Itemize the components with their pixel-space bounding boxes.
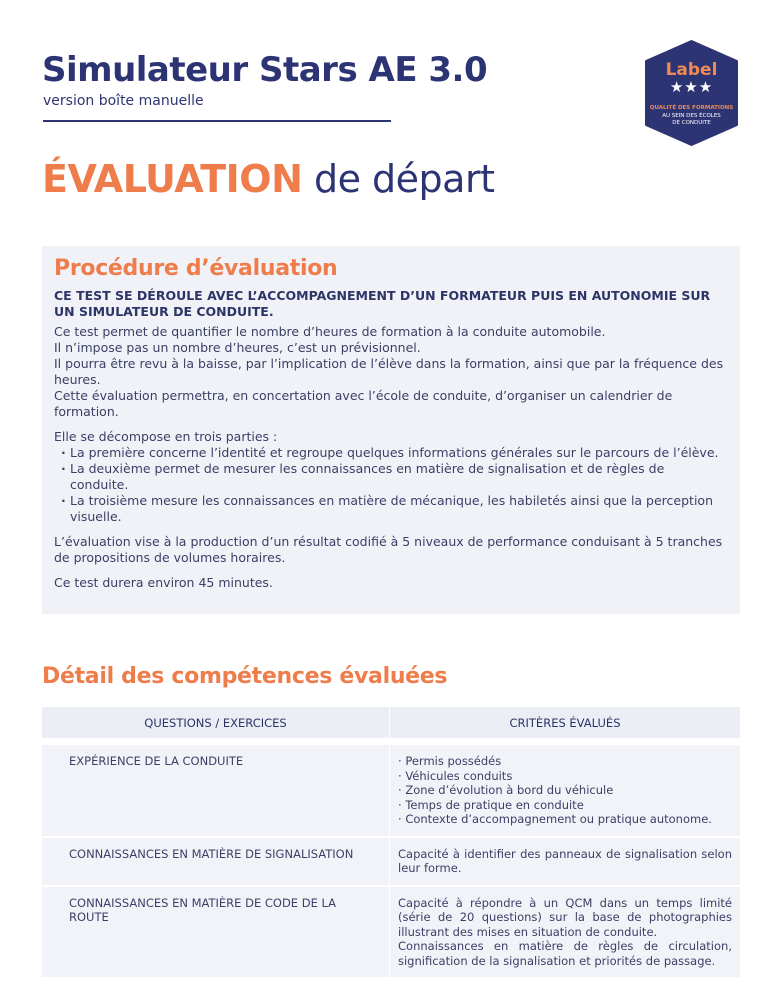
title-divider xyxy=(43,120,391,122)
row-criteria: Capacité à identifier des panneaux de signalisation selon leur forme. xyxy=(398,846,732,875)
evaluation-heading xyxy=(42,155,494,203)
list-item: · Zone d’évolution à bord du véhicule xyxy=(398,783,732,798)
row-criteria-text: Capacité à répondre à un QCM dans un temps limité (série de 20 questions) sur la base de photographies illustrant des mises en situation de conduite. xyxy=(398,895,732,939)
list-item: · La première concerne l’identité et regroupe quelques informations générales sur le parcours de l’élève. xyxy=(54,445,726,461)
table-row xyxy=(42,887,740,980)
row-question: EXPÉRIENCE DE LA CONDUITE xyxy=(42,745,390,836)
page-title: Simulateur Stars AE 3.0 xyxy=(42,50,488,90)
header-criteria: CRITÈRES ÉVALUÉS xyxy=(509,715,621,730)
procedure-paragraph: Il n’impose pas un nombre d’heures, c’est un prévisionnel. xyxy=(54,340,421,355)
row-criteria-text-2: Connaissances en matière de règles de circulation, signification de la signalisation et priorités de passage. xyxy=(398,939,732,968)
procedure-paragraph: Cette évaluation permettra, en concertation avec l’école de conduite, d’organiser un calendrier de formation. xyxy=(54,388,673,419)
badge-title: Label xyxy=(665,60,718,80)
competences-table xyxy=(42,707,740,979)
page-subtitle: version boîte manuelle xyxy=(43,93,204,109)
list-item: · Temps de pratique en conduite xyxy=(398,798,732,813)
row-question: CONNAISSANCES EN MATIÈRE DE SIGNALISATION xyxy=(42,838,390,885)
competences-title: Détail des compétences évaluées xyxy=(42,664,448,689)
procedure-lead: CE TEST SE DÉROULE AVEC L’ACCOMPAGNEMENT D’UN FORMATEUR PUIS EN AUTONOMIE SUR UN SIMULATEUR DE CONDUITE. xyxy=(54,288,711,319)
label-badge xyxy=(643,40,740,146)
list-item: · Véhicules conduits xyxy=(398,769,732,784)
table-header xyxy=(42,707,740,738)
evaluation-heading-rest: de départ xyxy=(302,157,495,201)
list-item: · Contexte d’accompagnement ou pratique autonome. xyxy=(398,812,732,827)
badge-stars-icon: ★★★ xyxy=(669,78,714,96)
procedure-paragraph: Il pourra être revu à la baisse, par l’implication de l’élève dans la formation, ainsi que par la fréquence des heures. xyxy=(54,356,724,387)
procedure-body xyxy=(54,324,726,591)
list-item: · La troisième mesure les connaissances en matière de mécanique, les habiletés ainsi que la perception visuelle. xyxy=(54,493,726,525)
evaluation-heading-accent: ÉVALUATION xyxy=(42,157,303,201)
row-criteria xyxy=(390,887,740,978)
badge-line-2: AU SEIN DES ÉCOLES xyxy=(662,113,721,119)
procedure-parts-list xyxy=(54,445,726,525)
criteria-list xyxy=(398,754,732,827)
list-item: · Permis possédés xyxy=(398,754,732,769)
procedure-parts-intro: Elle se décompose en trois parties : xyxy=(54,429,278,444)
badge-line-3: DE CONDUITE xyxy=(672,120,711,126)
table-row xyxy=(42,838,740,887)
procedure-result: L’évaluation vise à la production d’un résultat codifié à 5 niveaux de performance conduisant à 5 tranches de propositions de volumes horaires. xyxy=(54,534,723,565)
procedure-title: Procédure d’évaluation xyxy=(54,256,338,281)
row-criteria xyxy=(390,745,740,836)
list-item: · La deuxième permet de mesurer les connaissances en matière de signalisation et de règles de conduite. xyxy=(54,461,726,493)
procedure-duration: Ce test durera environ 45 minutes. xyxy=(54,575,273,590)
row-question: CONNAISSANCES EN MATIÈRE DE CODE DE LA ROUTE xyxy=(42,887,390,978)
table-row xyxy=(42,745,740,838)
badge-line-1: QUALITÉ DES FORMATIONS xyxy=(649,105,734,111)
procedure-paragraph: Ce test permet de quantifier le nombre d’heures de formation à la conduite automobile. xyxy=(54,324,606,339)
procedure-box xyxy=(42,246,740,614)
header-questions: QUESTIONS / EXERCICES xyxy=(42,707,390,738)
